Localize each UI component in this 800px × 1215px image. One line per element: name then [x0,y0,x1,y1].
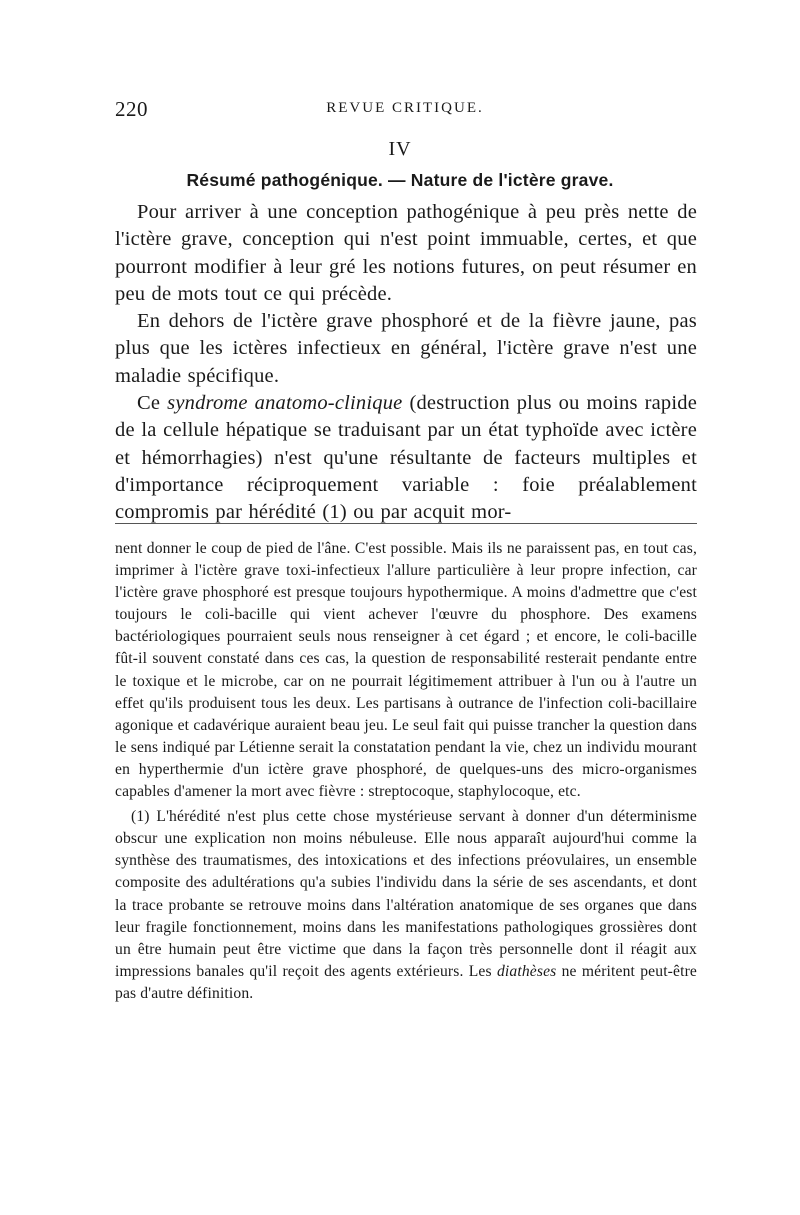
italic-term: diathèses [496,962,557,980]
journal-title: REVUE CRITIQUE. [326,100,484,116]
body-paragraph: En dehors de l'ictère grave phosphoré et de la fièvre jaune, pas plus que les ictères infectieux en général, l'ictère grave n'est une maladie spécifique. [115,310,697,387]
paragraph-lead: Ce [137,392,161,415]
section-number: IV [388,138,412,160]
footnote-lead: (1) L'hérédité n'est plus cette chose mystérieuse servant à donner d'un déterminisme obscur une explication non moins nébuleuse. Elle nous apparaît aujourd'hui comme la synthèse des traumatismes, des intoxications et des infections préovulaires, un ensemble composite des adultérations qu'a subies l'individu dans la série de ses ascendants, et dont la trace probante se retrouve moins dans l'altération anatomique de ses organes que dans leur fragile fonctionnement, moins dans les manifestations pathologiques grossières dont un être humain peut être victime que dans la façon très personnelle dont il réagit aux impressions banales qu'il reçoit des agents extérieurs. Les [115,808,697,980]
body-paragraph [115,390,697,526]
section-title: Résumé pathogénique. — Nature de l'ictère grave. [186,170,614,190]
footnote-rest: ne méritent peut-être pas d'autre définition. [115,962,697,1002]
page-number: 220 [115,97,148,121]
running-head [115,97,695,127]
footnote-rule [115,523,697,524]
body-paragraph: Pour arriver à une conception pathogénique à peu près nette de l'ictère grave, conception qui n'est point immuable, certes, et que pourront modifier à leur gré les notions futures, on peut résumer en peu de mots tout ce qui précède. [115,201,697,305]
footnotes [115,538,697,1005]
footnote-continuation: nent donner le coup de pied de l'âne. C'est possible. Mais ils ne paraissent pas, en tout cas, imprimer à l'ictère grave toxi-infectieux l'allure particulière à leur propre infection, car l'ictère grave phosphoré est presque toujours hypothermique. A moins d'admettre que c'est toujours le coli-bacille qui vient achever l'œuvre du phosphore. Des examens bactériologiques pourraient seuls nous renseigner à cet égard ; et encore, le coli-bacille fût-il souvent constaté dans ces cas, la question de responsabilité resterait pendante entre le toxique et le microbe, car on ne pourrait légitimement attribuer à l'un ou à l'autre un effet qu'ils produisent tous les deux. Les partisans à outrance de l'infection coli-bacillaire agonique et cadavérique auraient beau jeu. Le seul fait qui puisse trancher la question dans le sens indiqué par Létienne serait la constatation pendant la vie, chez un individu mourant en hyperthermie d'un ictère grave phosphoré, de quelques-uns des micro-organismes capables d'amener la mort avec fièvre : streptocoque, staphylocoque, etc. [115,540,697,801]
paragraph-rest: (destruction plus ou moins rapide de la cellule hépatique se traduisant par un état typhoïde avec ictère et hémorrhagies) n'est qu'une résultante de facteurs multiples et d'importance réciproquement variable : foie préalablement compromis par hérédité (1) ou par acquit mor- [115,392,698,524]
body-text [115,199,697,527]
italic-term: syndrome anatomo-clinique [167,392,403,415]
footnote-1 [115,806,697,1005]
